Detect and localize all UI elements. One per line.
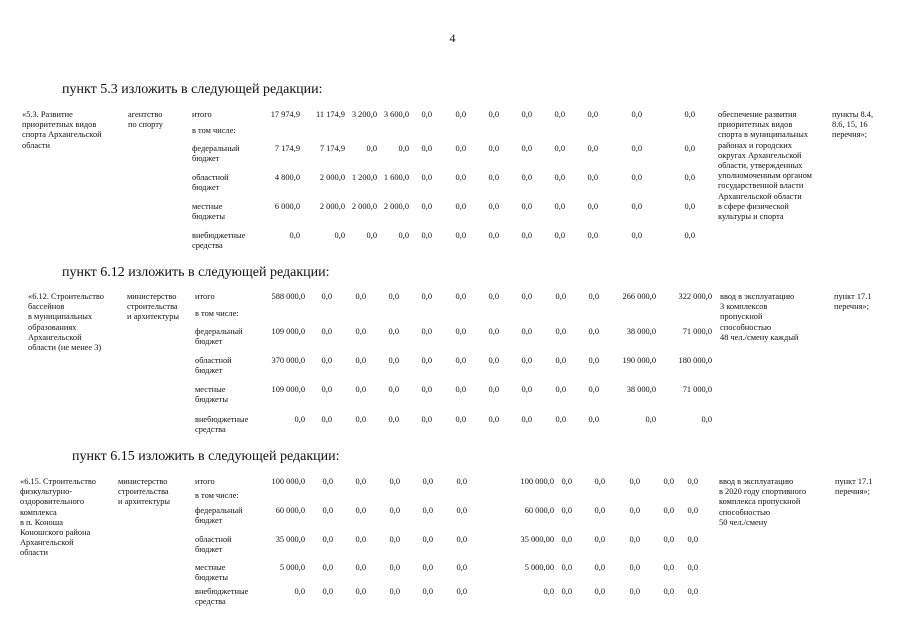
responsible-executor: министерство строительства и архитектуры [118,477,171,507]
funding-value-cell: 0,0 [334,231,345,240]
funding-value-cell: 0,0 [488,385,499,394]
funding-value-cell: 0,0 [421,110,432,119]
funding-source-label: в том числе: [195,309,239,318]
funding-value-cell: 0,0 [588,385,599,394]
funding-source-label: внебюджетные средства [195,415,249,435]
funding-value-cell: 0,0 [455,202,466,211]
funding-source-label: местные бюджеты [195,385,229,405]
funding-value-cell: 35 000,00 [520,535,554,544]
funding-value-cell: 0,0 [554,173,565,182]
program-item-name: «5.3. Развитие приоритетных видов спорта Архангельской области [22,110,102,150]
funding-value-cell: 0,0 [488,231,499,240]
funding-value-cell: 0,0 [521,415,532,424]
funding-value-cell: 71 000,0 [682,385,712,394]
funding-value-cell: 0,0 [554,231,565,240]
funding-value-cell: 4 800,0 [274,173,300,182]
funding-value-cell: 0,0 [388,292,399,301]
funding-value-cell: 0,0 [322,506,333,515]
funding-value-cell: 0,0 [389,477,400,486]
funding-source-label: областной бюджет [195,356,232,376]
funding-value-cell: 0,0 [594,563,605,572]
funding-value-cell: 0,0 [687,477,698,486]
funding-value-cell: 0,0 [455,385,466,394]
funding-value-cell: 0,0 [355,327,366,336]
funding-value-cell: 0,0 [421,385,432,394]
funding-value-cell: 0,0 [456,506,467,515]
funding-value-cell: 0,0 [321,292,332,301]
funding-value-cell: 0,0 [322,535,333,544]
funding-value-cell: 0,0 [421,415,432,424]
funding-value-cell: 0,0 [663,506,674,515]
funding-value-cell: 0,0 [521,202,532,211]
funding-value-cell: 0,0 [555,356,566,365]
funding-value-cell: 0,0 [663,535,674,544]
funding-value-cell: 38 000,0 [626,385,656,394]
funding-value-cell: 0,0 [421,356,432,365]
funding-source-label: местные бюджеты [192,202,226,222]
funding-value-cell: 0,0 [588,415,599,424]
responsible-executor: агентство по спорту [128,110,163,130]
funding-value-cell: 100 000,0 [520,477,554,486]
funding-value-cell: 0,0 [355,415,366,424]
funding-value-cell: 0,0 [561,477,572,486]
funding-value-cell: 0,0 [398,231,409,240]
funding-value-cell: 0,0 [488,292,499,301]
funding-value-cell: 0,0 [684,202,695,211]
funding-value-cell: 6 000,0 [274,202,300,211]
funding-value-cell: 0,0 [521,144,532,153]
funding-value-cell: 0,0 [594,535,605,544]
funding-value-cell: 0,0 [388,327,399,336]
funding-value-cell: 7 174,9 [274,144,300,153]
funding-value-cell: 0,0 [521,173,532,182]
funding-value-cell: 0,0 [555,415,566,424]
funding-value-cell: 0,0 [594,477,605,486]
funding-value-cell: 0,0 [629,587,640,596]
expected-result: ввод в эксплуатацию в 2020 году спортивного комплекса пропускной способностью 50 чел./смену [719,477,807,527]
funding-value-cell: 0,0 [456,587,467,596]
funding-value-cell: 0,0 [588,356,599,365]
funding-source-label: федеральный бюджет [192,144,240,164]
funding-value-cell: 0,0 [629,506,640,515]
funding-value-cell: 0,0 [521,356,532,365]
funding-value-cell: 0,0 [594,587,605,596]
funding-value-cell: 0,0 [684,173,695,182]
funding-value-cell: 0,0 [554,110,565,119]
funding-value-cell: 0,0 [554,202,565,211]
funding-value-cell: 0,0 [389,563,400,572]
funding-value-cell: 0,0 [488,173,499,182]
funding-value-cell: 0,0 [455,110,466,119]
funding-value-cell: 0,0 [521,327,532,336]
funding-value-cell: 0,0 [587,173,598,182]
funding-value-cell: 0,0 [687,563,698,572]
funding-value-cell: 0,0 [555,327,566,336]
funding-value-cell: 0,0 [389,535,400,544]
funding-value-cell: 0,0 [561,563,572,572]
funding-value-cell: 0,0 [456,477,467,486]
funding-value-cell: 0,0 [701,415,712,424]
section-heading: пункт 5.3 изложить в следующей редакции: [62,82,323,97]
funding-value-cell: 0,0 [421,173,432,182]
funding-source-label: федеральный бюджет [195,506,243,526]
funding-value-cell: 109 000,0 [271,385,305,394]
funding-value-cell: 0,0 [422,563,433,572]
funding-value-cell: 35 000,0 [275,535,305,544]
funding-source-label: итого [192,110,212,119]
funding-value-cell: 0,0 [588,327,599,336]
funding-source-label: областной бюджет [192,173,229,193]
funding-value-cell: 5 000,00 [524,563,554,572]
funding-value-cell: 60 000,0 [275,506,305,515]
program-item-name: «6.15. Строительство физкультурно- оздоровительного комплекса в п. Коноша Коношского района Архангельской области [20,477,96,558]
funding-value-cell: 0,0 [588,292,599,301]
funding-value-cell: 588 000,0 [271,292,305,301]
section-heading: пункт 6.15 изложить в следующей редакции: [72,449,340,464]
funding-value-cell: 7 174,9 [319,144,345,153]
funding-value-cell: 0,0 [398,144,409,153]
funding-source-label: федеральный бюджет [195,327,243,347]
expected-result: ввод в эксплуатацию 3 комплексов пропускной способностью 48 чел./смену каждый [720,292,799,342]
funding-source-label: в том числе: [192,126,236,135]
expected-result: обеспечение развития приоритетных видов спорта в муниципальных районах и городских округах Архангельской области, утвержденных уполномоченным органом государственной власти Архангельской области в сфере физической культуры и спорта [718,110,812,222]
funding-value-cell: 0,0 [322,563,333,572]
funding-value-cell: 0,0 [663,587,674,596]
funding-value-cell: 0,0 [594,506,605,515]
funding-source-label: местные бюджеты [195,563,229,583]
funding-value-cell: 0,0 [631,231,642,240]
funding-value-cell: 11 174,9 [315,110,345,119]
funding-value-cell: 0,0 [521,385,532,394]
funding-value-cell: 0,0 [455,327,466,336]
funding-value-cell: 0,0 [355,506,366,515]
funding-value-cell: 0,0 [488,356,499,365]
funding-value-cell: 0,0 [663,563,674,572]
funding-value-cell: 0,0 [455,292,466,301]
reference-note: пункт 17.1 перечня»; [834,292,872,312]
funding-value-cell: 2 000,0 [351,202,377,211]
funding-value-cell: 0,0 [455,144,466,153]
funding-value-cell: 71 000,0 [682,327,712,336]
responsible-executor: министерство строительства и архитектуры [127,292,180,322]
funding-value-cell: 0,0 [421,231,432,240]
funding-value-cell: 0,0 [321,385,332,394]
funding-value-cell: 0,0 [321,415,332,424]
funding-value-cell: 0,0 [631,144,642,153]
funding-value-cell: 0,0 [455,356,466,365]
funding-value-cell: 0,0 [687,506,698,515]
funding-value-cell: 0,0 [543,587,554,596]
section-heading: пункт 6.12 изложить в следующей редакции: [62,265,330,280]
funding-value-cell: 2 000,0 [319,202,345,211]
funding-value-cell: 0,0 [684,231,695,240]
funding-value-cell: 266 000,0 [622,292,656,301]
page-number: 4 [449,31,456,45]
funding-source-label: областной бюджет [195,535,232,555]
funding-value-cell: 0,0 [422,506,433,515]
funding-value-cell: 0,0 [355,563,366,572]
funding-source-label: в том числе: [195,491,239,500]
funding-value-cell: 0,0 [555,385,566,394]
funding-value-cell: 0,0 [521,292,532,301]
funding-value-cell: 38 000,0 [626,327,656,336]
funding-value-cell: 0,0 [587,110,598,119]
funding-value-cell: 180 000,0 [678,356,712,365]
funding-value-cell: 0,0 [587,144,598,153]
funding-value-cell: 0,0 [561,587,572,596]
funding-value-cell: 5 000,0 [279,563,305,572]
program-item-name: «6.12. Строительство бассейнов в муниципальных образованиях Архангельской области (не менее 3) [28,292,104,353]
funding-value-cell: 190 000,0 [622,356,656,365]
funding-value-cell: 0,0 [554,144,565,153]
funding-value-cell: 3 200,0 [351,110,377,119]
funding-value-cell: 0,0 [422,535,433,544]
funding-value-cell: 0,0 [455,231,466,240]
funding-value-cell: 0,0 [456,563,467,572]
funding-value-cell: 0,0 [421,327,432,336]
funding-value-cell: 0,0 [629,563,640,572]
funding-value-cell: 0,0 [388,385,399,394]
funding-value-cell: 0,0 [631,173,642,182]
funding-value-cell: 100 000,0 [271,477,305,486]
funding-value-cell: 0,0 [488,144,499,153]
funding-value-cell: 0,0 [684,110,695,119]
funding-value-cell: 0,0 [322,477,333,486]
funding-value-cell: 0,0 [389,587,400,596]
funding-value-cell: 0,0 [355,587,366,596]
funding-value-cell: 0,0 [366,231,377,240]
reference-note: пункты 8.4, 8.6, 15, 16 перечня»; [832,110,874,140]
funding-value-cell: 0,0 [631,110,642,119]
funding-value-cell: 0,0 [561,506,572,515]
reference-note: пункт 17.1 перечня»; [835,477,873,497]
funding-value-cell: 0,0 [687,587,698,596]
funding-source-label: внебюджетные средства [195,587,249,607]
funding-value-cell: 0,0 [422,477,433,486]
funding-value-cell: 0,0 [456,535,467,544]
funding-value-cell: 0,0 [645,415,656,424]
funding-value-cell: 60 000,0 [524,506,554,515]
funding-value-cell: 0,0 [521,110,532,119]
funding-value-cell: 0,0 [421,144,432,153]
funding-value-cell: 0,0 [488,110,499,119]
funding-value-cell: 2 000,0 [383,202,409,211]
funding-source-label: итого [195,477,215,486]
funding-value-cell: 322 000,0 [678,292,712,301]
funding-value-cell: 2 000,0 [319,173,345,182]
funding-value-cell: 0,0 [521,231,532,240]
funding-value-cell: 0,0 [629,477,640,486]
funding-value-cell: 0,0 [388,415,399,424]
funding-value-cell: 0,0 [631,202,642,211]
funding-value-cell: 17 974,9 [270,110,300,119]
funding-value-cell: 0,0 [422,587,433,596]
funding-value-cell: 1 600,0 [383,173,409,182]
funding-value-cell: 0,0 [587,231,598,240]
funding-value-cell: 0,0 [421,292,432,301]
funding-value-cell: 0,0 [321,356,332,365]
funding-value-cell: 0,0 [294,415,305,424]
funding-value-cell: 0,0 [561,535,572,544]
funding-value-cell: 0,0 [684,144,695,153]
funding-value-cell: 3 600,0 [383,110,409,119]
funding-value-cell: 0,0 [322,587,333,596]
funding-value-cell: 0,0 [388,356,399,365]
funding-value-cell: 0,0 [421,202,432,211]
funding-value-cell: 0,0 [488,415,499,424]
funding-source-label: внебюджетные средства [192,231,246,251]
funding-value-cell: 0,0 [321,327,332,336]
funding-value-cell: 0,0 [455,173,466,182]
funding-value-cell: 0,0 [389,506,400,515]
funding-value-cell: 0,0 [355,356,366,365]
funding-value-cell: 0,0 [687,535,698,544]
funding-value-cell: 0,0 [663,477,674,486]
funding-value-cell: 0,0 [355,477,366,486]
funding-value-cell: 0,0 [366,144,377,153]
funding-source-label: итого [195,292,215,301]
funding-value-cell: 0,0 [488,202,499,211]
funding-value-cell: 0,0 [289,231,300,240]
funding-value-cell: 370 000,0 [271,356,305,365]
funding-value-cell: 0,0 [555,292,566,301]
funding-value-cell: 0,0 [629,535,640,544]
funding-value-cell: 0,0 [355,292,366,301]
funding-value-cell: 0,0 [355,385,366,394]
funding-value-cell: 0,0 [587,202,598,211]
funding-value-cell: 109 000,0 [271,327,305,336]
funding-value-cell: 0,0 [488,327,499,336]
funding-value-cell: 0,0 [294,587,305,596]
funding-value-cell: 0,0 [355,535,366,544]
funding-value-cell: 1 200,0 [351,173,377,182]
funding-value-cell: 0,0 [455,415,466,424]
